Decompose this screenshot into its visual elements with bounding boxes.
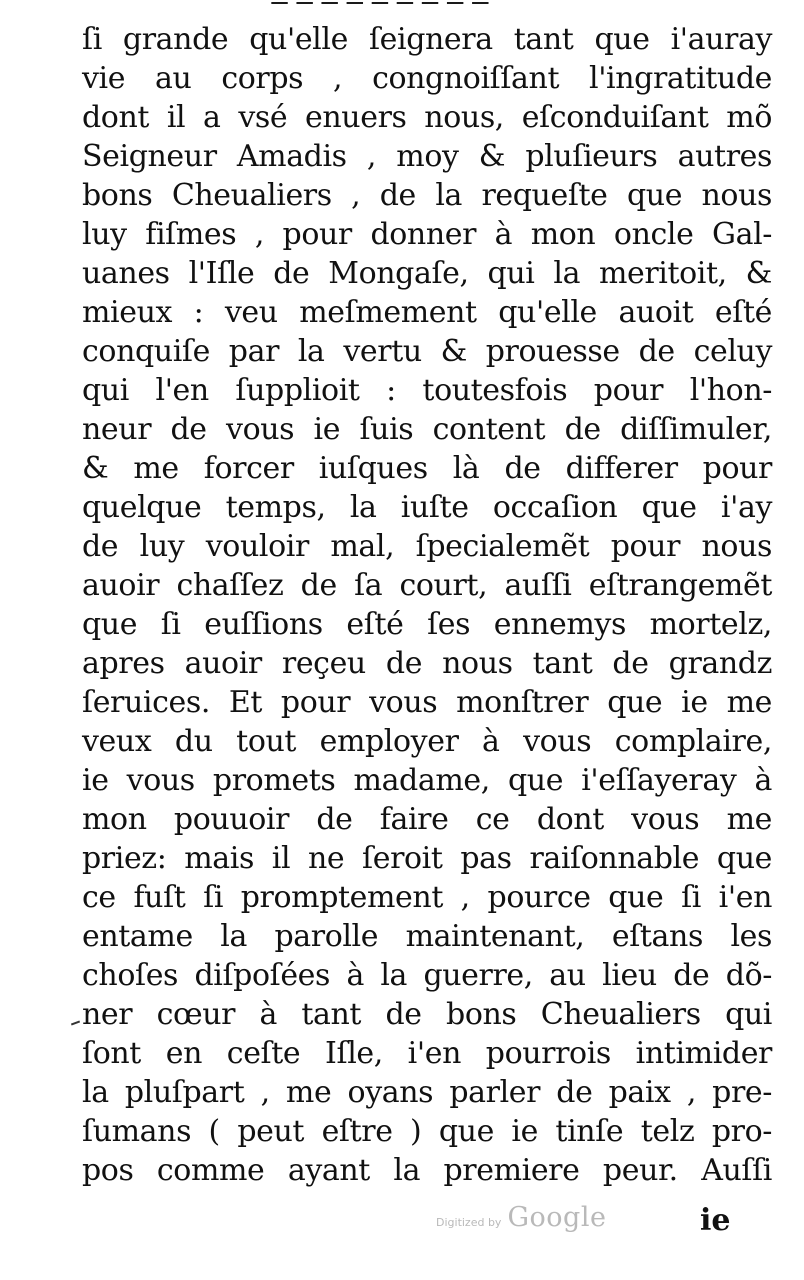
text-line: mieux : veu meſmement qu'elle auoit eſté	[82, 295, 772, 330]
watermark-prefix: Digitized by	[436, 1216, 502, 1229]
text-line: entame la parolle maintenant, eſtans les	[82, 919, 772, 954]
text-line: ſeruices. Et pour vous monſtrer que ie me	[82, 685, 772, 720]
text-line: auoir chaſſez de ſa court, auſſi eſtrangemẽt	[82, 568, 772, 603]
text-line: de luy vouloir mal, ſpecialemẽt pour nous	[82, 529, 772, 564]
text-line: choſes diſpoſées à la guerre, au lieu de dõ-	[82, 958, 772, 993]
text-line: conquiſe par la vertu & prouesse de celuy	[82, 334, 772, 369]
text-line: uanes l'Iſle de Mongaſe, qui la meritoit, &	[82, 256, 772, 291]
text-line: veux du tout employer à vous complaire,	[82, 724, 772, 759]
text-line: que ſi euſſions eſté ſes ennemys mortelz,	[82, 607, 772, 642]
text-line: & me forcer iuſques là de differer pour	[82, 451, 772, 486]
text-line: apres auoir reçeu de nous tant de grandz	[82, 646, 772, 681]
text-line: ſumans ( peut eſtre ) que ie tinſe telz pro-	[82, 1114, 772, 1149]
text-line: ſi grande qu'elle ſeignera tant que i'auray	[82, 22, 772, 57]
catchword: ie	[700, 1203, 731, 1238]
text-line: ſont en ceſte Iſle, i'en pourrois intimider	[82, 1036, 772, 1071]
text-line: bons Cheualiers , de la requeſte que nous	[82, 178, 772, 213]
text-line: priez: mais il ne ſeroit pas raiſonnable que	[82, 841, 772, 876]
margin-mark	[71, 1021, 80, 1026]
text-line: ce fuſt ſi promptement , pource que ſi i'en	[82, 880, 772, 915]
text-line: ie vous promets madame, que i'eſſayeray à	[82, 763, 772, 798]
body-text	[82, 20, 772, 1190]
text-line: dont il a vsé enuers nous, eſconduiſant mõ	[82, 100, 772, 135]
text-line: qui l'en ſupplioit : toutesfois pour l'hon-	[82, 373, 772, 408]
cropped-running-head: ‒‒‒‒‒‒‒‒‒	[270, 0, 496, 19]
text-line: vie au corps , congnoiſſant l'ingratitude	[82, 61, 772, 96]
text-line: mon pouuoir de faire ce dont vous me	[82, 802, 772, 837]
text-line: quelque temps, la iuſte occaſion que i'ay	[82, 490, 772, 525]
text-line: pos comme ayant la premiere peur. Auſſi	[82, 1153, 772, 1188]
google-logo: Google	[507, 1202, 607, 1233]
text-line: Seigneur Amadis , moy & pluſieurs autres	[82, 139, 772, 174]
text-line: la pluſpart , me oyans parler de paix , pre-	[82, 1075, 772, 1110]
text-line: neur de vous ie ſuis content de diſſimuler,	[82, 412, 772, 447]
digitized-watermark	[436, 1202, 606, 1233]
text-line: luy fiſmes , pour donner à mon oncle Gal-	[82, 217, 772, 252]
text-line: ner cœur à tant de bons Cheualiers qui	[82, 997, 772, 1032]
